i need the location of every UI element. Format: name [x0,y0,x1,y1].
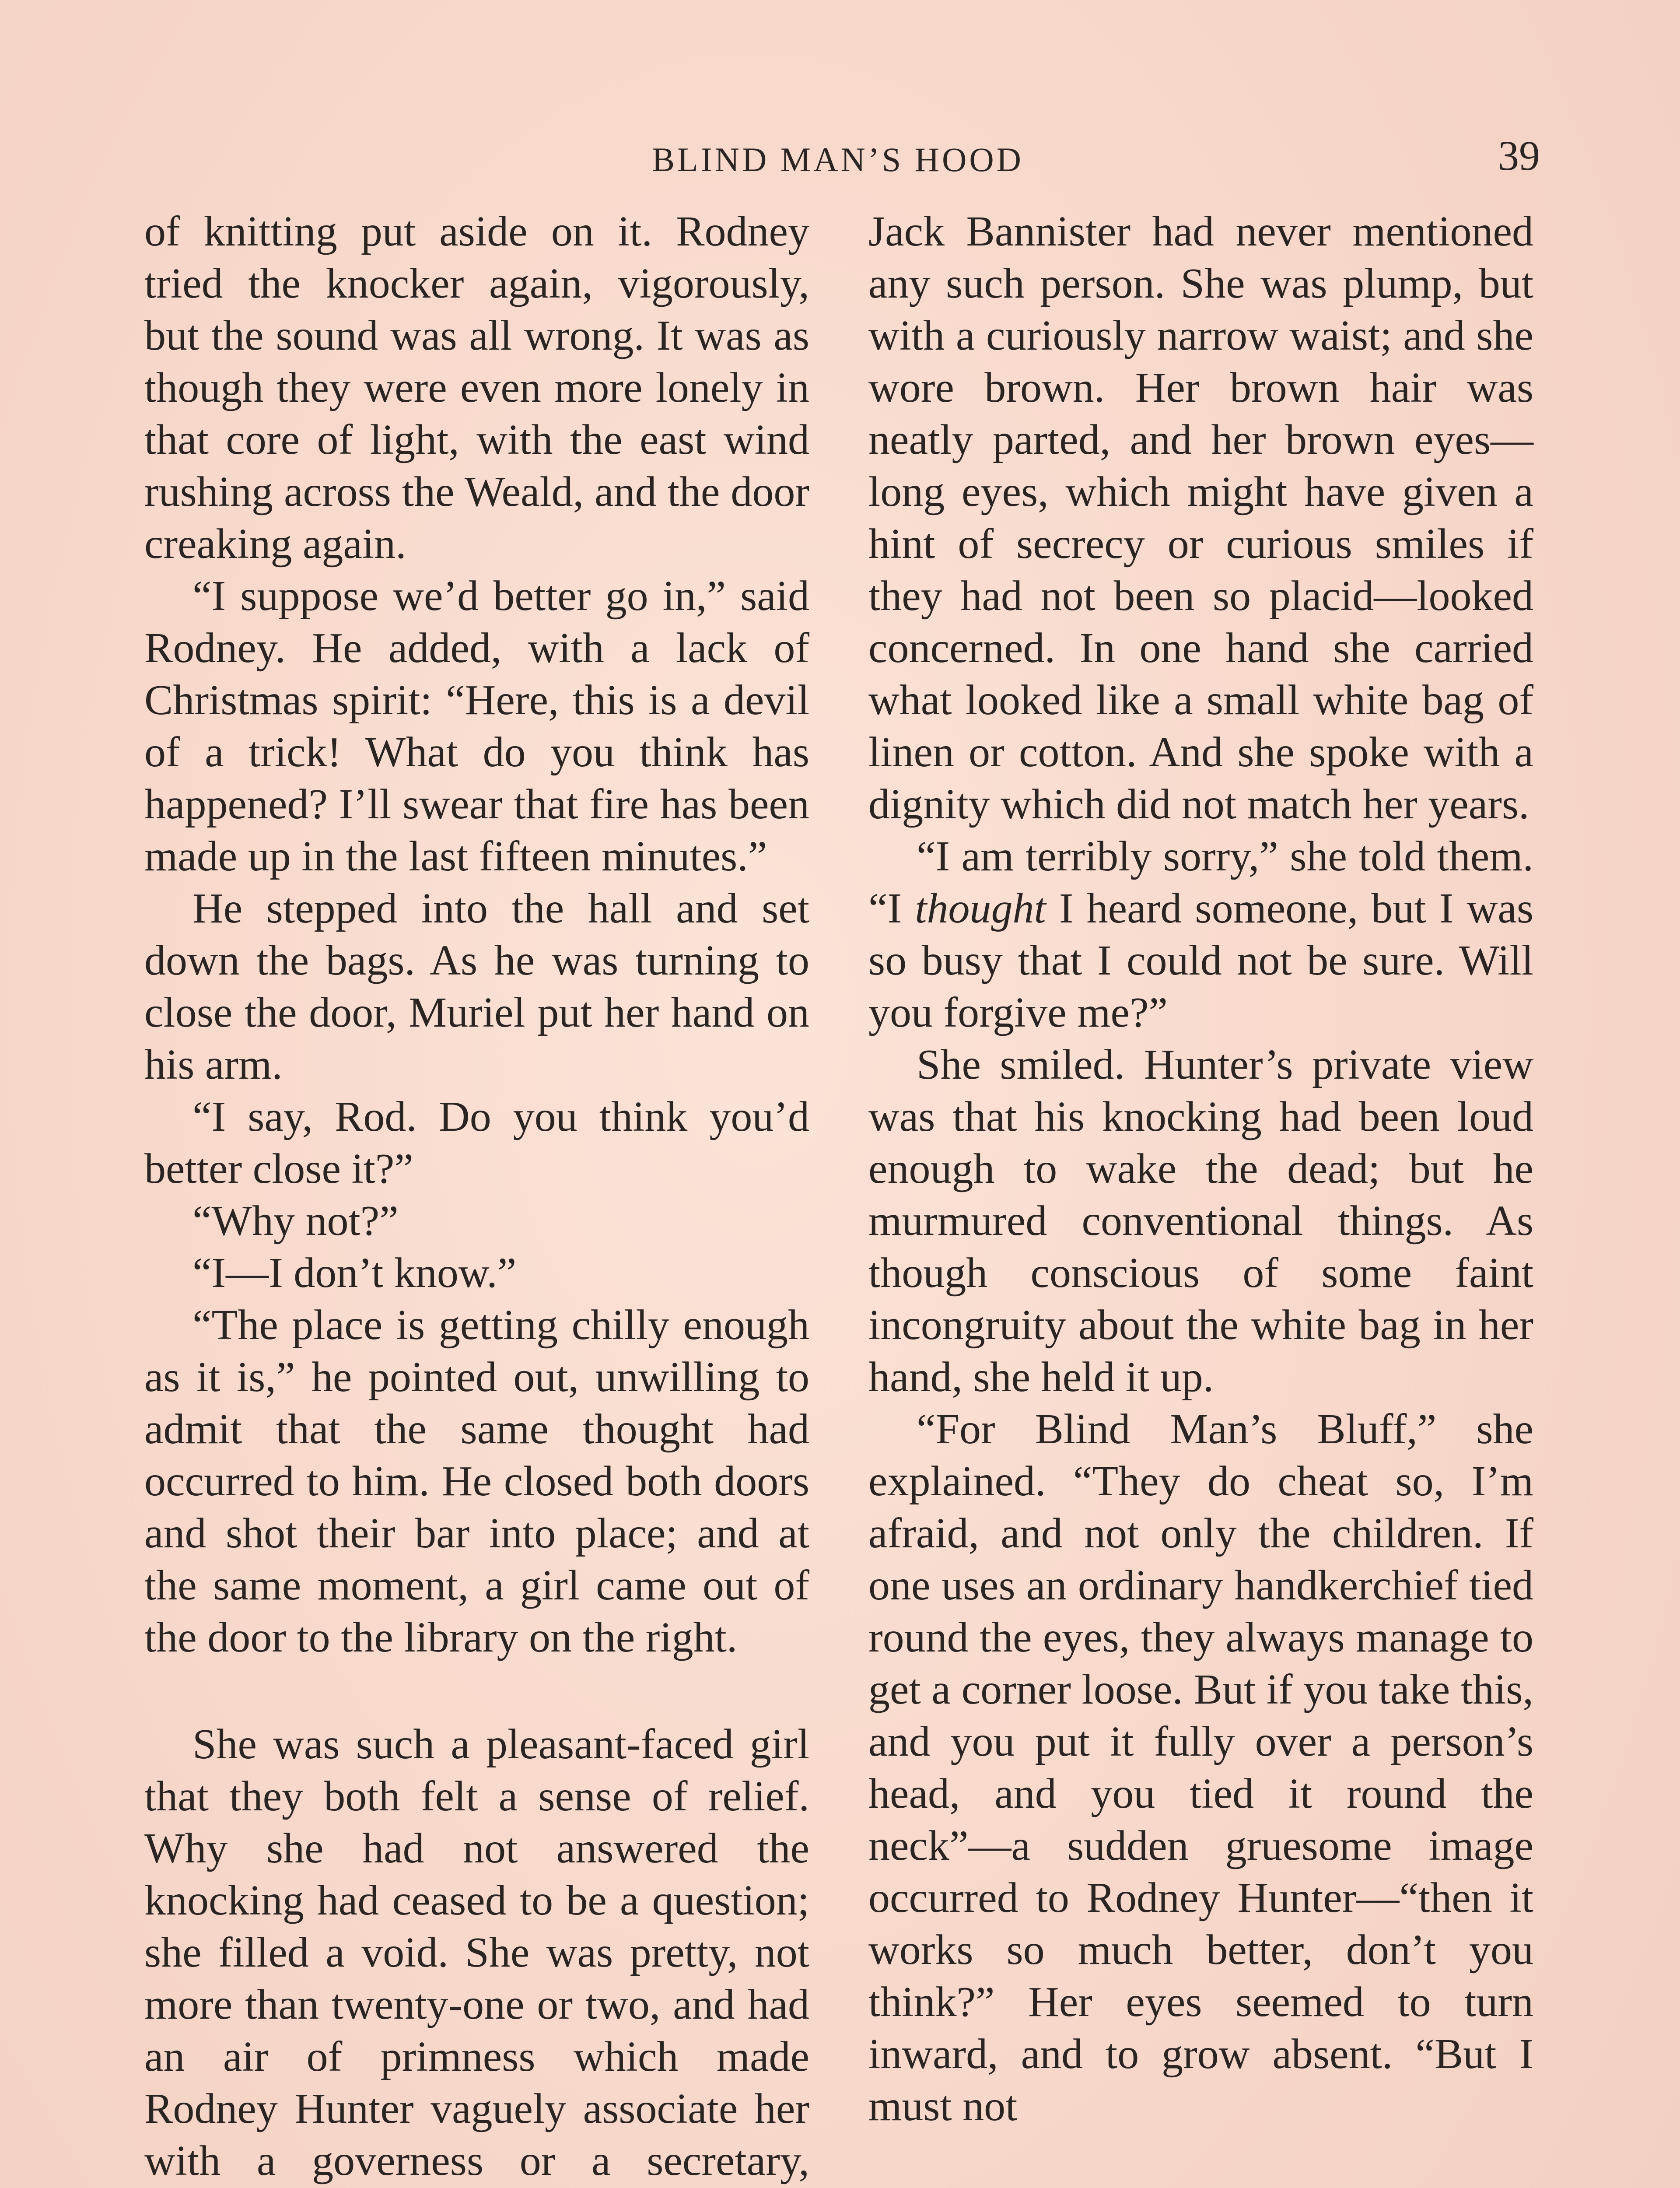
paragraph [868,831,1533,1039]
paragraph: “For Blind Man’s Bluff,” she explained. “They do cheat so, I’m afraid, and not only the children. If one uses an ordinary handkerchief tied round the eyes, they always manage to get a corner loose. But if you take this, and you put it fully over a person’s head, and you tied it round the neck”—a sudden gruesome image occurred to Rodney Hunter—“then it works so much better, don’t you think?” Her eyes seemed to turn inward, and to grow absent. “But I must not [868,1406,1533,2130]
page-number: 39 [1498,132,1540,179]
emphasis-text: thought [915,885,1046,932]
running-title: BLIND MAN’S HOOD [652,140,1024,179]
paragraph: She smiled. Hunter’s private view was that his knocking had been loud enough to wake the dead; but he murmured conventional things. As though conscious of some faint incongruity about the white bag in her hand, she held it up. [868,1041,1533,1401]
paragraph: He stepped into the hall and set down the bags. As he was turning to close the door, Muriel put her hand on his arm. [144,885,809,1088]
page-header [144,131,1540,193]
paragraph: of knitting put aside on it. Rodney tried the knocker again, vigorously, but the sound was all wrong. It was as though they were even more lonely in that core of light, with the east wind rushing across the Weald, and the door creaking again. [144,208,809,568]
text-run: “I am terribly sorry,” she told them. “I [868,833,1533,932]
paragraph: “Why not?” [192,1197,399,1245]
paragraph: “I say, Rod. Do you think you’d better close it?” [144,1093,809,1192]
section-break [144,1664,809,1718]
paragraph: “I—I don’t know.” [192,1249,517,1297]
paragraph: Jack Bannister had never mentioned any such person. She was plump, but with a curiously narrow waist; and she wore brown. Her brown hair was neatly parted, and her brown eyes—long eyes, which might have given a hint of secrecy or curious smiles if they had not been so placid—looked concerned. In one hand she carried what looked like a small white bag of linen or cotton. And she spoke with a dignity which did not match her years. [868,208,1533,828]
left-column [144,206,809,2188]
right-column [868,206,1533,2132]
paragraph: “I suppose we’d better go in,” said Rodney. He added, with a lack of Christmas spirit: “Here, this is a devil of a trick! What do you think has happened? I’ll swear that fire has been made up in the last fifteen minutes.” [144,572,809,880]
text-run: I heard someone, but I was so busy that I could not be sure. Will you forgive me?” [868,885,1533,1036]
paragraph: She was such a pleasant-faced girl that they both felt a sense of relief. Why she had not answered the knocking had ceased to be a question; she filled a void. She was pretty, not more than twenty-one or two, and had an air of primness which made Rodney Hunter vaguely associate her with a governess or a secretary, [144,1721,809,2184]
paragraph: “The place is getting chilly enough as it is,” he pointed out, unwilling to admit that the same thought had occurred to him. He closed both doors and shot their bar into place; and at the same moment, a girl came out of the door to the library on the right. [144,1301,809,1661]
